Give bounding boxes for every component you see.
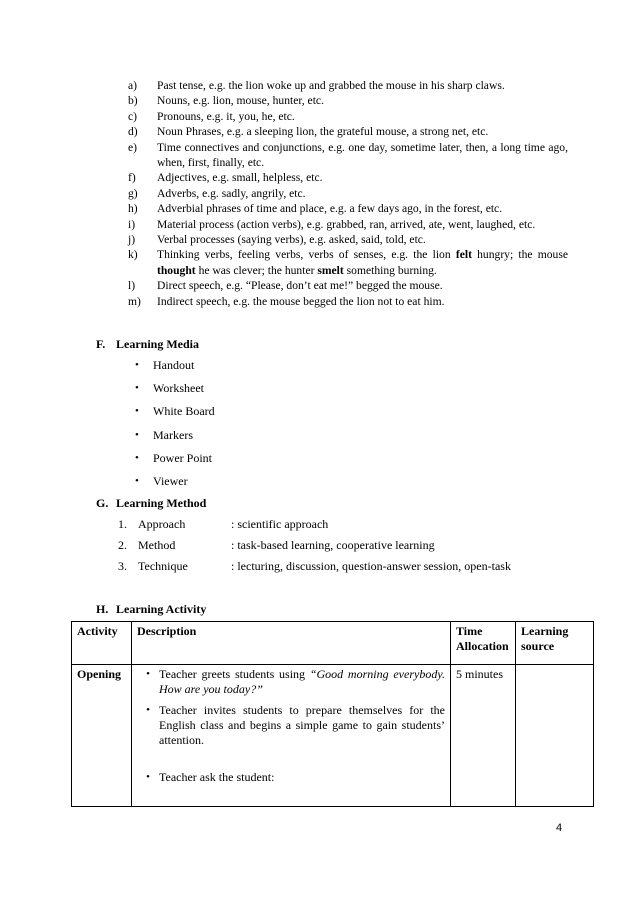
list-item: • Markers (135, 427, 193, 442)
list-item: m) Indirect speech, e.g. the mouse begged the lion not to eat him. (128, 294, 445, 308)
list-item: g) Adverbs, e.g. sadly, angrily, etc. (128, 186, 306, 200)
list-item: • Handout (135, 358, 195, 372)
table-header-row (72, 622, 594, 665)
table-cell (132, 665, 451, 807)
list-item: k) Thinking verbs, feeling verbs, verbs of senses, e.g. the lion felt hungry; the mouse thought he was clever; the hunter smelt something burning. (128, 248, 569, 277)
table-header-cell: Time Allocation (451, 622, 516, 665)
table-header-cell: Activity (72, 622, 132, 665)
language-features-list (128, 78, 568, 309)
list-item: • Teacher ask the student: (137, 770, 445, 785)
bold-word: felt (455, 248, 472, 262)
bullet-icon: • (146, 771, 150, 783)
bullet-icon: • (146, 668, 150, 680)
section-heading-learning-activity: H. Learning Activity (96, 602, 207, 616)
bold-word: smelt (317, 263, 344, 277)
bullet-icon: • (135, 474, 139, 487)
list-item: • Worksheet (135, 381, 205, 396)
list-item: f) Adjectives, e.g. small, helpless, etc. (128, 171, 323, 185)
list-item: l) Direct speech, e.g. “Please, don’t eat me!” begged the mouse. (128, 279, 443, 293)
list-item: 2. Method : task-based learning, cooperative learning (118, 538, 435, 552)
bullet-icon: • (135, 382, 139, 395)
bullet-icon: • (135, 405, 139, 418)
list-item: • Teacher greets students using “Good morning everybody. How are you today?” (137, 667, 445, 697)
learning-media-list (135, 358, 215, 497)
section-heading-learning-method: G. Learning Method (96, 496, 207, 510)
table-row (72, 665, 594, 807)
learning-method-list (118, 517, 511, 580)
learning-activity-table (71, 621, 594, 807)
list-item: j) Verbal processes (saying verbs), e.g. asked, said, told, etc. (128, 233, 426, 247)
bold-word: thought (157, 263, 196, 277)
list-item: • White Board (135, 404, 215, 419)
list-item: 3. Technique : lecturing, discussion, question-answer session, open-task (118, 559, 511, 573)
table-cell: 5 minutes (451, 665, 516, 807)
list-item: e) Time connectives and conjunctions, e.g. one day, sometime later, then, a long time ago, when, first, finally, etc. (128, 140, 568, 170)
table-header-cell: Learning source (516, 622, 594, 665)
list-item: a) Past tense, e.g. the lion woke up and grabbed the mouse in his sharp claws. (128, 79, 505, 92)
list-item: i) Material process (action verbs), e.g. grabbed, ran, arrived, ate, went, laughed, etc. (128, 217, 536, 231)
table-cell (516, 665, 594, 807)
list-item: • Viewer (135, 473, 188, 488)
list-item: b) Nouns, e.g. lion, mouse, hunter, etc. (128, 94, 324, 108)
bullet-icon: • (135, 428, 139, 441)
section-heading-learning-media: F. Learning Media (96, 337, 199, 351)
list-item: • Power Point (135, 450, 213, 465)
list-item: 1. Approach : scientific approach (118, 517, 329, 531)
bullet-icon: • (135, 359, 139, 371)
list-item: h) Adverbial phrases of time and place, e.g. a few days ago, in the forest, etc. (128, 202, 503, 216)
list-item: c) Pronouns, e.g. it, you, he, etc. (128, 109, 295, 123)
description-list (137, 667, 445, 785)
table-header-cell: Description (132, 622, 451, 665)
bullet-icon: • (146, 704, 150, 716)
list-item: • Teacher invites students to prepare themselves for the English class and begins a simple game to gain students’ attention. (137, 703, 445, 748)
page-number: 4 (556, 822, 563, 834)
table-cell: Opening (72, 665, 132, 807)
bullet-icon: • (135, 451, 139, 464)
list-item: d) Noun Phrases, e.g. a sleeping lion, the grateful mouse, a strong net, etc. (128, 125, 489, 139)
